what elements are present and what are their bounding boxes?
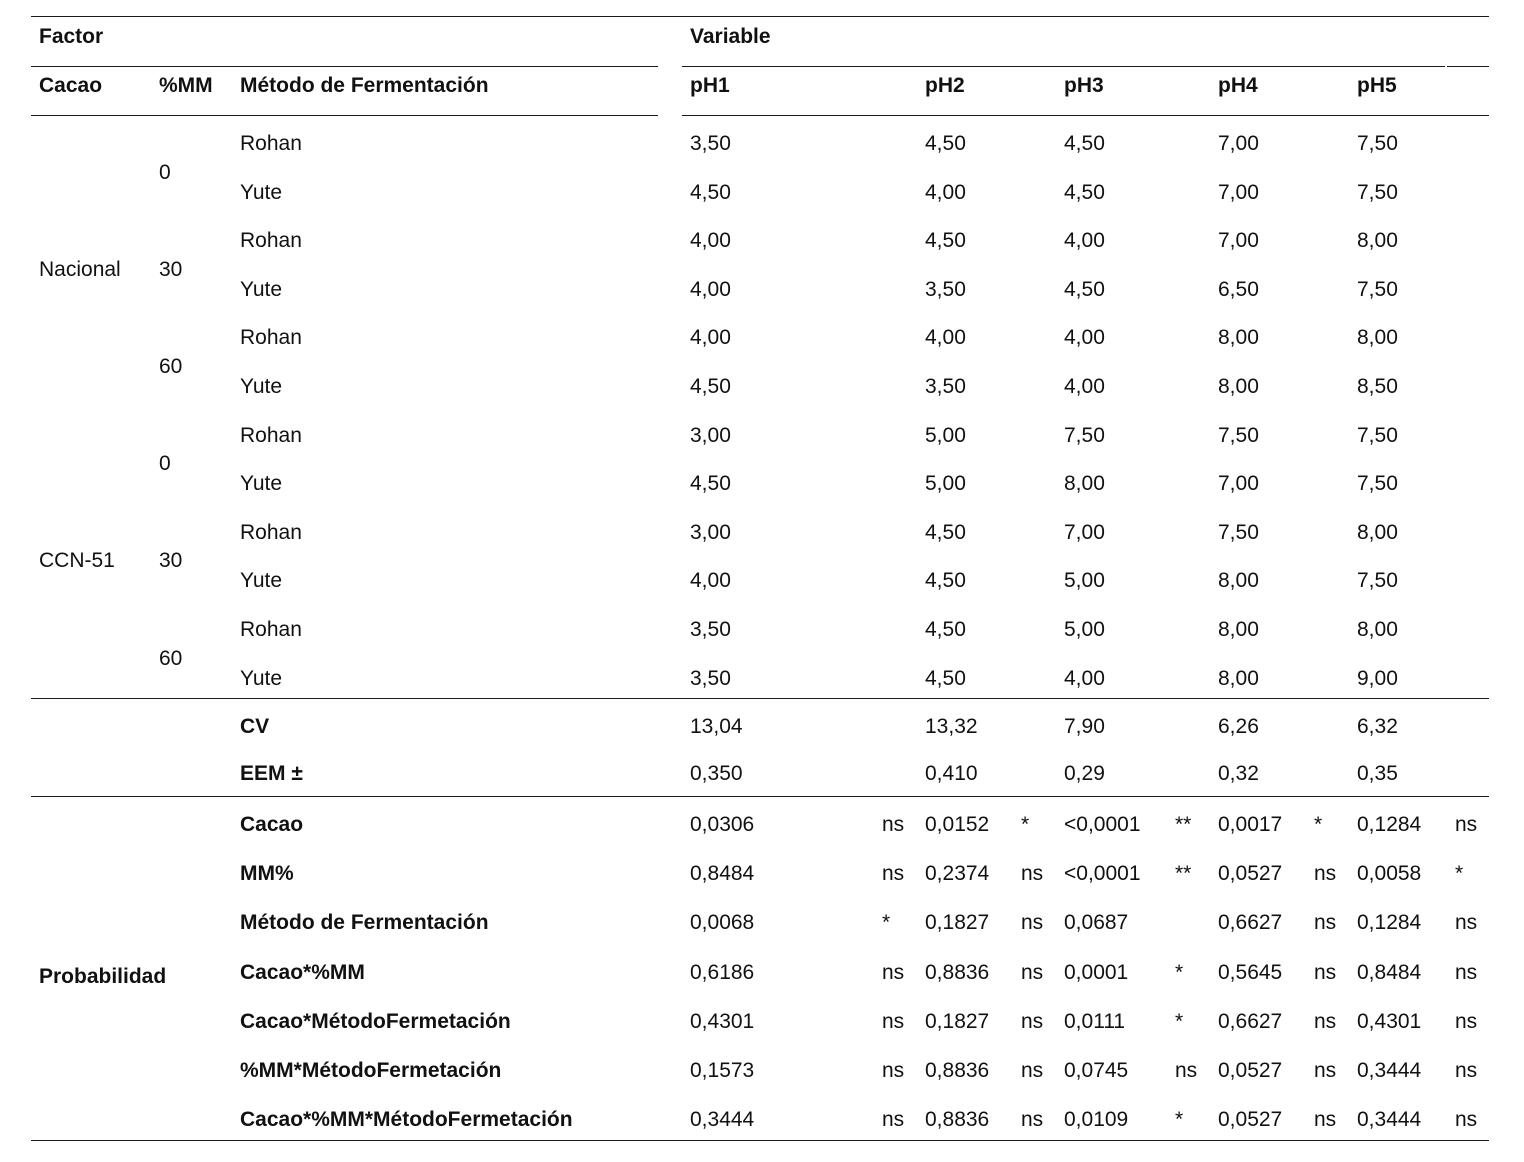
ph4-cell: 7,00 [1218,472,1259,496]
ph3-cell: 8,00 [1064,472,1105,496]
probability-value: 0,3444 [690,1108,755,1132]
ph4-cell: 7,50 [1218,520,1259,544]
probability-value: 0,0001 [1064,960,1129,984]
probability-value: 0,3444 [1357,1059,1422,1082]
ph4-cell: 8,00 [1218,326,1259,350]
metodo-cell: Yute [240,375,283,398]
significance-mark: ns [1455,1059,1478,1082]
header-factor: Factor [39,25,104,48]
probability-value: 0,5645 [1218,960,1283,984]
table-bottom-rule [31,1140,1489,1141]
probability-value: 0,0306 [690,813,755,836]
probability-heading: Probabilidad [39,965,167,989]
ph3-cell: 4,00 [1064,375,1105,398]
significance-mark: ns [882,1108,905,1132]
metodo-cell: Rohan [240,423,302,447]
metodo-cell: Rohan [240,229,302,253]
header-cacao: Cacao [39,74,103,97]
ph1-cell: 3,50 [690,132,731,155]
ph4-cell: 8,00 [1218,618,1259,641]
ph5-cell: 8,00 [1357,229,1398,253]
significance-mark: ** [1175,813,1192,836]
metodo-cell: Rohan [240,132,302,155]
ph2-cell: 4,50 [925,618,966,641]
significance-mark: ns [1021,1059,1044,1082]
ph4-cell: 8,00 [1218,666,1259,690]
header-mm: %MM [159,74,213,97]
ph5-cell: 7,50 [1357,472,1398,496]
ph4-cell: 8,00 [1218,569,1259,593]
ph3-cell: 4,00 [1064,666,1105,690]
significance-mark: ns [1175,1059,1198,1082]
stat-value: 0,32 [1218,762,1259,785]
ph5-cell: 7,50 [1357,423,1398,447]
probability-value: 0,1284 [1357,911,1422,935]
ph2-cell: 4,50 [925,520,966,544]
ph2-cell: 4,00 [925,326,966,350]
significance-mark: ** [1175,862,1192,886]
stat-value: 0,29 [1064,762,1105,785]
probability-value: 0,8836 [925,1108,990,1132]
probability-label: Cacao*MétodoFermetación [240,1009,511,1033]
ph5-cell: 8,50 [1357,375,1398,398]
probability-label: Cacao*%MM*MétodoFermetación [240,1108,573,1132]
ph5-cell: 8,00 [1357,326,1398,350]
ph1-cell: 4,00 [690,277,731,301]
probability-value: 0,6186 [690,960,755,984]
stat-value: 13,32 [925,715,978,738]
probability-value: 0,8836 [925,960,990,984]
ph2-cell: 4,50 [925,569,966,593]
ph1-cell: 4,50 [690,180,731,204]
ph1-cell: 3,50 [690,618,731,641]
ph5-cell: 9,00 [1357,666,1398,690]
header-ph1: pH1 [690,74,730,97]
probability-value: 0,0017 [1218,813,1283,836]
metodo-cell: Yute [240,277,283,301]
significance-mark: ns [882,1059,905,1082]
ph5-cell: 7,50 [1357,569,1398,593]
variable-subrule [682,66,1445,67]
significance-mark: * [1175,1108,1184,1132]
metodo-cell: Rohan [240,326,302,350]
ph1-cell: 3,50 [690,666,731,690]
stat-value: 0,410 [925,762,978,785]
ph2-cell: 4,50 [925,229,966,253]
ph2-cell: 3,50 [925,277,966,301]
significance-mark: ns [882,1009,905,1033]
ph2-cell: 4,50 [925,132,966,155]
ph1-cell: 4,00 [690,229,731,253]
probability-value: 0,1284 [1357,813,1422,836]
header-ph3: pH3 [1064,74,1104,97]
significance-mark: ns [1314,1108,1337,1132]
ph3-cell: 4,00 [1064,229,1105,253]
probability-value: 0,1573 [690,1059,755,1082]
ph1-cell: 4,00 [690,326,731,350]
significance-mark: * [1314,813,1323,836]
header-metodo: Método de Fermentación [240,74,489,97]
significance-mark: ns [1455,813,1478,836]
header-ph2: pH2 [925,74,965,97]
stat-value: 7,90 [1064,715,1105,738]
mm-cell: 0 [159,160,171,184]
cacao-cell: CCN-51 [39,549,115,573]
probability-value: 0,3444 [1357,1108,1422,1132]
metodo-cell: Rohan [240,520,302,544]
probability-label: %MM*MétodoFermetación [240,1059,502,1082]
metodo-cell: Yute [240,569,283,593]
stat-value: 13,04 [690,715,743,738]
significance-mark: ns [1021,960,1044,984]
ph5-cell: 8,00 [1357,520,1398,544]
significance-mark: * [1455,862,1464,886]
probability-value: 0,1827 [925,1009,990,1033]
header-ph5: pH5 [1357,74,1397,97]
significance-mark: ns [1314,960,1337,984]
significance-mark: ns [1455,960,1478,984]
probability-value: 0,0109 [1064,1108,1129,1132]
probability-value: 0,2374 [925,862,990,886]
probability-value: 0,8836 [925,1059,990,1082]
significance-mark: ns [1021,862,1044,886]
significance-mark: ns [1314,911,1337,935]
metodo-cell: Yute [240,666,283,690]
significance-mark: ns [1021,1009,1044,1033]
ph3-cell: 7,00 [1064,520,1105,544]
ph2-cell: 5,00 [925,423,966,447]
ph2-cell: 5,00 [925,472,966,496]
top-rule [31,16,1489,17]
ph1-cell: 3,00 [690,423,731,447]
stat-value: 6,32 [1357,715,1398,738]
ph1-cell: 4,50 [690,472,731,496]
probability-label: Cacao*%MM [240,960,365,984]
significance-mark: * [1175,960,1184,984]
significance-mark: ns [1314,1009,1337,1033]
stat-value: 0,35 [1357,762,1398,785]
ph4-cell: 7,00 [1218,132,1259,155]
probability-value: 0,0745 [1064,1059,1129,1082]
ph3-cell: 4,50 [1064,180,1105,204]
probability-value: <0,0001 [1064,862,1141,886]
ph1-cell: 4,50 [690,375,731,398]
significance-mark: ns [1021,911,1044,935]
significance-mark: ns [882,960,905,984]
probability-value: 0,6627 [1218,1009,1283,1033]
probability-value: 0,8484 [690,862,755,886]
stat-label: CV [240,715,270,738]
ph3-cell: 5,00 [1064,618,1105,641]
ph3-cell: 4,50 [1064,132,1105,155]
data-bottom-rule [31,698,1489,699]
cacao-cell: Nacional [39,257,121,281]
metodo-cell: Rohan [240,618,302,641]
ph1-cell: 4,00 [690,569,731,593]
probability-value: 0,0527 [1218,862,1283,886]
header-ph4: pH4 [1218,74,1258,97]
stat-value: 0,350 [690,762,743,785]
ph3-cell: 7,50 [1064,423,1105,447]
significance-mark: ns [882,813,905,836]
ph2-cell: 4,50 [925,666,966,690]
probability-value: 0,0527 [1218,1108,1283,1132]
significance-mark: * [1175,1009,1184,1033]
significance-mark: ns [882,862,905,886]
probability-value: 0,0527 [1218,1059,1283,1082]
probability-value: 0,0058 [1357,862,1422,886]
probability-value: <0,0001 [1064,813,1141,836]
stat-value: 6,26 [1218,715,1259,738]
stat-label: EEM ± [240,762,303,785]
header-bottom-rule-left [31,115,658,116]
ph1-cell: 3,00 [690,520,731,544]
mm-cell: 30 [159,549,183,573]
ph5-cell: 7,50 [1357,180,1398,204]
ph2-cell: 3,50 [925,375,966,398]
probability-value: 0,0687 [1064,911,1129,935]
mm-cell: 30 [159,257,183,281]
significance-mark: * [882,911,891,935]
probability-value: 0,0152 [925,813,990,836]
mm-cell: 60 [159,355,183,378]
ph4-cell: 7,00 [1218,180,1259,204]
probability-label: MM% [240,862,294,886]
metodo-cell: Yute [240,180,283,204]
significance-mark: ns [1455,911,1478,935]
significance-mark: ns [1314,862,1337,886]
header-bottom-rule-right [682,115,1489,116]
probability-label: Método de Fermentación [240,911,489,935]
significance-mark: ns [1455,1009,1478,1033]
metodo-cell: Yute [240,472,283,496]
ph3-cell: 4,00 [1064,326,1105,350]
ph4-cell: 7,00 [1218,229,1259,253]
mm-cell: 60 [159,646,183,670]
ph3-cell: 4,50 [1064,277,1105,301]
header-variable: Variable [690,25,771,48]
significance-mark: ns [1021,1108,1044,1132]
significance-mark: * [1021,813,1030,836]
significance-mark: ns [1455,1108,1478,1132]
mm-cell: 0 [159,452,171,476]
probability-label: Cacao [240,813,304,836]
ph5-cell: 7,50 [1357,132,1398,155]
probability-value: 0,0111 [1064,1009,1126,1033]
probability-value: 0,0068 [690,911,755,935]
significance-mark: ns [1314,1059,1337,1082]
stats-bottom-rule [31,796,1489,797]
ph5-cell: 7,50 [1357,277,1398,301]
ph4-cell: 6,50 [1218,277,1259,301]
ph2-cell: 4,00 [925,180,966,204]
probability-value: 0,8484 [1357,960,1422,984]
ph3-cell: 5,00 [1064,569,1105,593]
ph4-cell: 7,50 [1218,423,1259,447]
variable-subrule-tail [1447,66,1489,67]
factor-subrule [31,66,658,67]
ph4-cell: 8,00 [1218,375,1259,398]
probability-value: 0,4301 [690,1009,755,1033]
probability-value: 0,1827 [925,911,990,935]
ph5-cell: 8,00 [1357,618,1398,641]
probability-value: 0,4301 [1357,1009,1422,1033]
probability-value: 0,6627 [1218,911,1283,935]
